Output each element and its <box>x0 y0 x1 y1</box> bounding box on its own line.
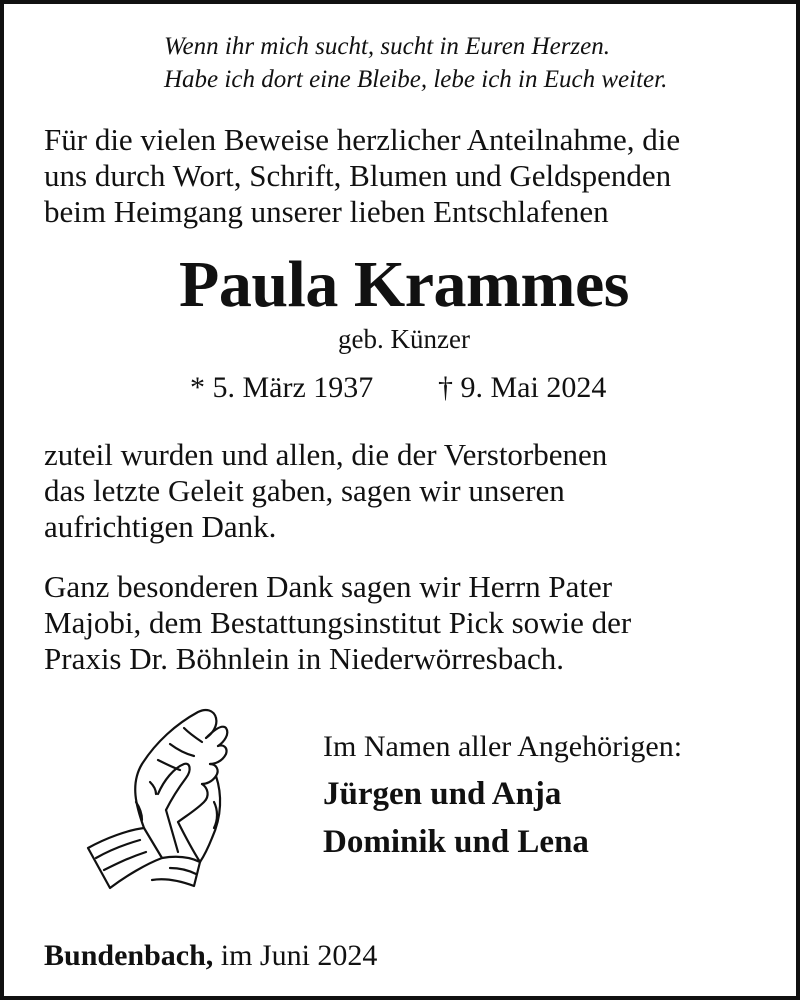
motto-line-1: Wenn ihr mich sucht, sucht in Euren Herzen. <box>164 33 611 60</box>
deceased-name: Paula Krammes <box>179 248 629 321</box>
motto-line-2: Habe ich dort eine Bleibe, lebe ich in Euch weiter. <box>164 66 668 93</box>
closing-line <box>44 938 377 974</box>
special-thanks-paragraph <box>44 569 631 677</box>
thanks-line-3: aufrichtigen Dank. <box>44 509 277 544</box>
special-thanks-line-1: Ganz besonderen Dank sagen wir Herrn Pater <box>44 569 613 604</box>
thanks-line-2: das letzte Geleit gaben, sagen wir unseren <box>44 473 565 508</box>
death-date: † 9. Mai 2024 <box>438 371 607 404</box>
intro-paragraph <box>44 122 680 230</box>
signature-name-2: Dominik und Lena <box>323 824 589 860</box>
special-thanks-line-2: Majobi, dem Bestattungsinstitut Pick sowie der <box>44 605 632 640</box>
birth-name: geb. Künzer <box>338 324 470 354</box>
motto-verse <box>164 30 667 96</box>
signature-intro: Im Namen aller Angehörigen: <box>323 730 683 763</box>
praying-hands-icon <box>66 698 232 894</box>
signature-name-1: Jürgen und Anja <box>323 776 562 812</box>
intro-line-2: uns durch Wort, Schrift, Blumen und Geldspenden <box>44 158 672 193</box>
intro-line-3: beim Heimgang unserer lieben Entschlafenen <box>44 194 609 229</box>
closing-date: im Juni 2024 <box>213 939 378 972</box>
birth-date: * 5. März 1937 <box>190 371 374 404</box>
intro-line-1: Für die vielen Beweise herzlicher Anteilnahme, die <box>44 122 681 157</box>
thanks-paragraph <box>44 437 607 545</box>
thanks-line-1: zuteil wurden und allen, die der Verstorbenen <box>44 437 608 472</box>
closing-place: Bundenbach, <box>44 939 214 972</box>
special-thanks-line-3: Praxis Dr. Böhnlein in Niederwörresbach. <box>44 641 564 676</box>
